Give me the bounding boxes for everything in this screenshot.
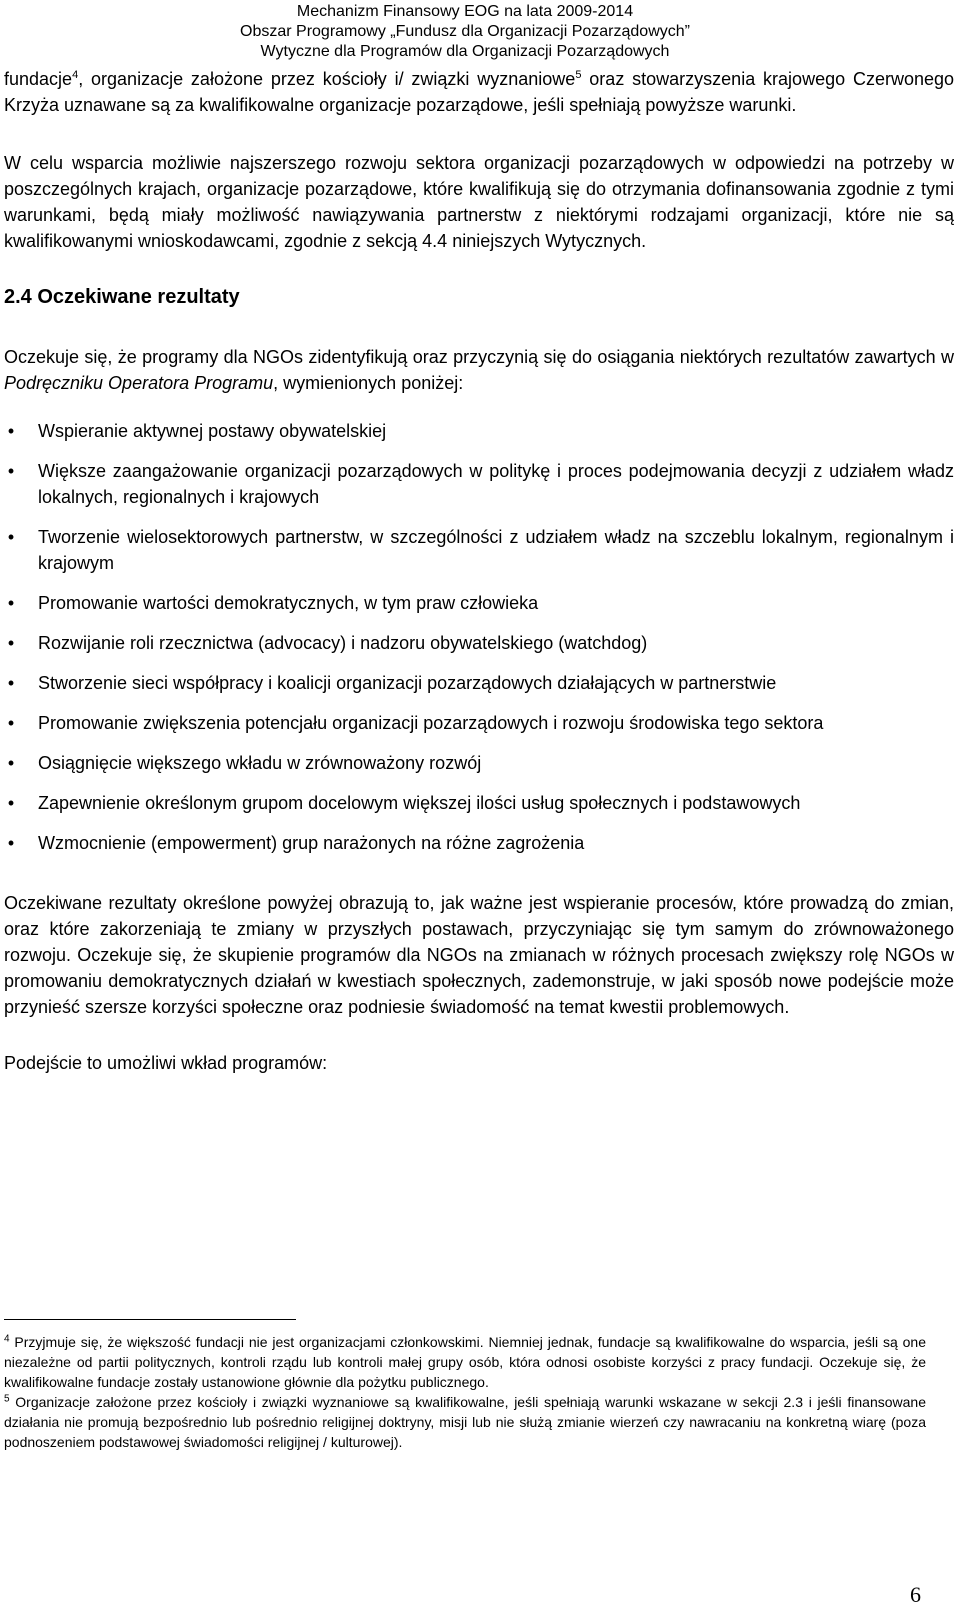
- paragraph-expected-results-summary: Oczekiwane rezultaty określone powyżej obrazują to, jak ważne jest wspieranie procesów, które prowadzą do zmian, oraz które zakorzeniają te zmiany w przyszłych postawach, przyczyniając się tym samym do zrównoważonego rozwoju. Oczekuje się, że skupienie programów dla NGOs na zmianach w różnych procesach zwiększy rolę NGOs w promowaniu demokratycznych działań w kwestiach społecznych, zademonstruje, w jaki sposób nowe podejście może przynieść szersze korzyści społeczne oraz podniesie świadomość na temat kwestii problemowych.: [4, 893, 954, 1017]
- list-item-text: Tworzenie wielosektorowych partnerstw, w szczególności z udziałem władz na szczeblu lokalnym, regionalnym i krajowym: [38, 527, 954, 573]
- footnote-separator: [4, 1319, 296, 1320]
- list-item: [4, 418, 954, 444]
- bullet-icon: •: [7, 527, 15, 547]
- bullet-icon: •: [7, 421, 15, 441]
- footnotes: [4, 1332, 926, 1452]
- paragraph-continuation: [4, 66, 954, 118]
- bullet-icon: •: [7, 713, 15, 733]
- bullet-icon: •: [7, 753, 15, 773]
- paragraph-text: oraz stowarzyszenia krajowego Czerwonego Krzyża uznawane są za kwalifikowalne organizacje pozarządowe, jeśli spełniają powyższe warunki.: [4, 69, 955, 115]
- paragraph-text: , organizacje założone przez kościoły i/ związki wyznaniowe: [78, 69, 576, 89]
- list-item: [4, 710, 954, 736]
- bullet-icon: •: [7, 793, 15, 813]
- list-item-text: Osiągnięcie większego wkładu w zrównoważony rozwój: [38, 753, 482, 773]
- bullet-icon: •: [7, 833, 15, 853]
- header-line-1: Mechanizm Finansowy EOG na lata 2009-2014: [296, 3, 634, 20]
- section-heading: 2.4 Oczekiwane rezultaty: [4, 286, 240, 308]
- footnote-ref-5: 5: [575, 69, 582, 81]
- footnote-text: Organizacje założone przez kościoły i związki wyznaniowe są kwalifikowalne, jeśli spełniają warunki wskazane w sekcji 2.3 i jeśli finansowane działania nie promują bezpośrednio lub pośrednio religijnej doktryny, misji lub nie służą zmianie wierzeń czy nawracaniu na konkretną wiarę (poza podnoszeniem podstawowej świadomości religijnej / kulturowej).: [4, 1394, 926, 1450]
- list-item-text: Rozwijanie roli rzecznictwa (advocacy) i nadzoru obywatelskiego (watchdog): [38, 633, 648, 653]
- list-item: [4, 790, 954, 816]
- list-item-text: Zapewnienie określonym grupom docelowym większej ilości usług społecznych i podstawowych: [38, 793, 801, 813]
- list-item-text: Większe zaangażowanie organizacji pozarządowych w politykę i proces podejmowania decyzji z udziałem władz lokalnych, regionalnych i krajowych: [38, 461, 954, 507]
- bullet-icon: •: [7, 633, 15, 653]
- list-item: [4, 630, 954, 656]
- paragraph-partnerships: W celu wsparcia możliwie najszerszego rozwoju sektora organizacji pozarządowych w odpowiedzi na potrzeby w poszczególnych krajach, organizacje pozarządowe, które kwalifikują się do otrzymania dofinansowania zgodnie z tymi warunkami, będą miały możliwość nawiązywania partnerstw z niektórymi rodzajami organizacji, które nie są kwalifikowanymi wnioskodawcami, zgodnie z sekcją 4.4 niniejszych Wytycznych.: [4, 153, 954, 251]
- bullet-icon: •: [7, 673, 15, 693]
- list-item: [4, 524, 954, 576]
- list-item-text: Stworzenie sieci współpracy i koalicji organizacji pozarządowych działających w partnerstwie: [38, 673, 777, 693]
- bullet-icon: •: [7, 593, 15, 613]
- list-item: [4, 830, 954, 856]
- bullet-icon: •: [7, 461, 15, 481]
- results-bullet-list: [4, 418, 954, 856]
- header-line-3: Wytyczne dla Programów dla Organizacji Pozarządowych: [260, 43, 670, 60]
- list-item-text: Wzmocnienie (empowerment) grup narażonych na różne zagrożenia: [38, 833, 585, 853]
- paragraph-expected-results-intro: [4, 344, 954, 396]
- paragraph-text: fundacje: [4, 69, 73, 89]
- footnote-4: [4, 1332, 926, 1392]
- footnote-ref-4: 4: [72, 69, 79, 81]
- list-item: [4, 750, 954, 776]
- header-line-2: Obszar Programowy „Fundusz dla Organizacji Pozarządowych”: [240, 23, 690, 40]
- paragraph-text: , wymienionych poniżej:: [273, 373, 464, 393]
- footnote-5: [4, 1392, 926, 1452]
- list-item: [4, 590, 954, 616]
- footnote-number: 5: [4, 1393, 10, 1405]
- list-item-text: Promowanie wartości demokratycznych, w tym praw człowieka: [38, 593, 539, 613]
- list-item-text: Promowanie zwiększenia potencjału organizacji pozarządowych i rozwoju środowiska tego sektora: [38, 713, 824, 733]
- list-item: [4, 458, 954, 510]
- list-item-text: Wspieranie aktywnej postawy obywatelskiej: [38, 421, 387, 441]
- page-number: 6: [910, 1582, 921, 1607]
- list-item: [4, 670, 954, 696]
- paragraph-text: Oczekuje się, że programy dla NGOs zidentyfikują oraz przyczynią się do osiągania niektórych rezultatów zawartych w: [4, 347, 954, 367]
- main-content: [4, 66, 954, 1076]
- italic-title: Podręczniku Operatora Programu: [4, 373, 274, 393]
- running-header: [230, 2, 700, 62]
- footnote-text: Przyjmuje się, że większość fundacji nie jest organizacjami członkowskimi. Niemniej jednak, fundacje są kwalifikowalne do wsparcia, jeśli są one niezależne od partii politycznych, kontroli rządu lub kontroli małej grupy osób, która odnosi osobiste korzyści z pracy fundacji. Oczekuje się, że kwalifikowalne fundacje zostały ustanowione głównie dla pożytku publicznego.: [4, 1334, 926, 1390]
- paragraph-lead-in: Podejście to umożliwi wkład programów:: [4, 1053, 328, 1073]
- footnote-number: 4: [4, 1333, 10, 1345]
